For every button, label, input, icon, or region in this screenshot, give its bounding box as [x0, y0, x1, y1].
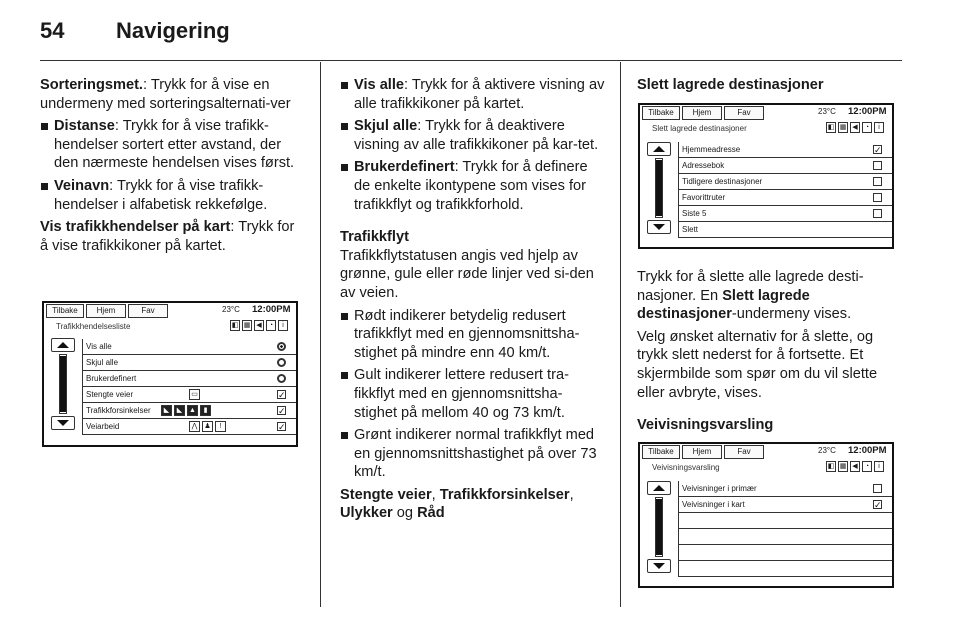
- road-closed-icon: ▭: [189, 389, 200, 400]
- list-item[interactable]: Brukerdefinert: [83, 371, 296, 387]
- scroll-up-icon[interactable]: [51, 338, 75, 352]
- destinations-list: [678, 142, 892, 238]
- bullet-vis-alle: Vis alle: Trykk for å aktivere visning av alle trafikkikoner på kartet.: [340, 76, 605, 113]
- checkbox-checked-icon: ✓: [278, 406, 286, 416]
- back-tab[interactable]: Tilbake: [46, 304, 84, 318]
- phone-icon: ◧: [827, 463, 835, 470]
- list-item[interactable]: Hjemmeadresse ✓: [679, 142, 892, 158]
- list-item[interactable]: Veivisninger i kart ✓: [679, 497, 892, 513]
- page-number: 54: [40, 18, 65, 43]
- checkbox-checked-icon: ✓: [278, 422, 286, 432]
- column-2: [340, 76, 605, 527]
- worker-icon: ♟: [202, 421, 213, 432]
- screen-subtitle: Trafikkhendelsesliste: [56, 322, 131, 331]
- radio-icon: [277, 358, 286, 367]
- scroll-down-icon[interactable]: [647, 220, 671, 234]
- delete-desc-2: Velg ønsket alternativ for å slette, og trykk slett nederst for å fortsette. Et skjermbilde som spør om du vil slette eller avbryte, vises.: [637, 328, 878, 401]
- status-icons: [826, 122, 884, 134]
- status-icons: [826, 461, 884, 473]
- mute-icon: ◀: [254, 320, 264, 331]
- checkbox-icon: [873, 484, 882, 493]
- temperature: 23°C: [818, 107, 836, 116]
- screen-subtitle: Slett lagrede destinasjoner: [652, 124, 747, 133]
- checkbox-icon: [873, 193, 882, 202]
- traffic-icon: ◣: [161, 405, 172, 416]
- grid-icon: ▦: [839, 463, 847, 470]
- sort-paragraph: [40, 76, 305, 113]
- list-item[interactable]: Adressebok: [679, 158, 892, 174]
- traffic-icon: ▮: [200, 405, 211, 416]
- column-divider: [620, 62, 621, 607]
- guidance-list: [678, 481, 892, 577]
- traffic-list: [82, 339, 296, 435]
- list-item[interactable]: Stengte veier ▭ ✓: [83, 387, 296, 403]
- scrollbar[interactable]: [655, 497, 663, 557]
- traffic-icon: ▲: [187, 405, 198, 416]
- phone-icon: ◧: [827, 124, 835, 131]
- bullet-veinavn: Veinavn: Trykk for å vise trafikk-hendelser i alfabetisk rekkefølge.: [40, 177, 305, 214]
- radio-icon: [277, 374, 286, 383]
- list-item-empty: [679, 529, 892, 545]
- bullet-green: Grønt indikerer normal trafikkflyt med en gjennomsnittshastighet på over 73 km/t.: [340, 426, 605, 482]
- clock: 12:00PM: [252, 304, 291, 315]
- info-icon: i: [278, 320, 288, 331]
- checkbox-icon: [873, 209, 882, 218]
- back-tab[interactable]: Tilbake: [642, 445, 680, 459]
- bullet-brukerdefinert: Brukerdefinert: Trykk for å definere de enkelte ikontypene som vises for trafikkflyt og trafikkforhold.: [340, 158, 605, 214]
- roadwork-icon: ⋀: [189, 421, 200, 432]
- list-item-empty: [679, 561, 892, 577]
- home-tab[interactable]: Hjem: [682, 445, 722, 459]
- screen-topbar: [640, 105, 892, 121]
- signal-icon: ◔: [266, 320, 276, 331]
- home-tab[interactable]: Hjem: [682, 106, 722, 120]
- phone-icon: ◧: [231, 322, 239, 329]
- column-3: [637, 76, 907, 95]
- header-rule: [40, 60, 902, 61]
- fav-tab[interactable]: Fav: [128, 304, 168, 318]
- sort-term: Sorteringsmet.: [40, 77, 143, 93]
- checkbox-checked-icon: ✓: [874, 145, 882, 155]
- signal-icon: ◔: [862, 122, 872, 133]
- list-item[interactable]: Siste 5: [679, 206, 892, 222]
- list-item[interactable]: Veiarbeid ⋀ ♟ ! ✓: [83, 419, 296, 435]
- grid-icon: ▦: [243, 322, 251, 329]
- column-1: [40, 76, 305, 259]
- scroll-up-icon[interactable]: [647, 142, 671, 156]
- guidance-heading: Veivisningsvarsling: [637, 417, 774, 434]
- screen-topbar: [44, 303, 296, 319]
- fav-tab[interactable]: Fav: [724, 106, 764, 120]
- fav-tab[interactable]: Fav: [724, 445, 764, 459]
- signal-icon: ◔: [862, 461, 872, 472]
- flow-heading: Trafikkflyt: [340, 229, 409, 246]
- scroll-down-icon[interactable]: [51, 416, 75, 430]
- list-item[interactable]: Favorittruter: [679, 190, 892, 206]
- scroll-up-icon[interactable]: [647, 481, 671, 495]
- list-item[interactable]: Veivisninger i primær: [679, 481, 892, 497]
- list-item[interactable]: Vis alle: [83, 339, 296, 355]
- checkbox-icon: [873, 177, 882, 186]
- scroll-controls: [51, 338, 75, 430]
- page-title: Navigering: [116, 18, 230, 43]
- checkbox-checked-icon: ✓: [278, 390, 286, 400]
- status-icons: [230, 320, 288, 332]
- delete-heading: Slett lagrede destinasjoner: [637, 77, 824, 93]
- delete-destinations-screen: [638, 103, 894, 249]
- temperature: 23°C: [222, 305, 240, 314]
- scrollbar[interactable]: [655, 158, 663, 218]
- guidance-alert-screen: [638, 442, 894, 588]
- clock: 12:00PM: [848, 106, 887, 117]
- clock: 12:00PM: [848, 445, 887, 456]
- scrollbar[interactable]: [59, 354, 67, 414]
- bullet-distanse: Distanse: Trykk for å vise trafikk-hendelser sortert etter avstand, der den nærmeste hendelsen vises først.: [40, 117, 305, 173]
- flow-desc: Trafikkflytstatusen angis ved hjelp av grønne, gule eller røde linjer ved si-den av veien.: [340, 247, 594, 301]
- list-item-empty: [679, 513, 892, 529]
- radio-selected-icon: [277, 342, 286, 351]
- barrier-icon: !: [215, 421, 226, 432]
- bullet-red: Rødt indikerer betydelig redusert trafikkflyt med en gjennomsnittsha-stighet på mindre enn 40 km/t.: [340, 307, 605, 363]
- scroll-controls: [647, 142, 671, 234]
- info-icon: i: [874, 461, 884, 472]
- grid-icon: ▦: [839, 124, 847, 131]
- traffic-list-screen: [42, 301, 298, 447]
- map-term: Vis trafikkhendelser på kart: [40, 219, 231, 236]
- list-item[interactable]: Skjul alle: [83, 355, 296, 371]
- column-3-body: [637, 268, 907, 435]
- scroll-controls: [647, 481, 671, 573]
- mute-icon: ◀: [850, 461, 860, 472]
- column-divider: [320, 62, 321, 607]
- checkbox-icon: [873, 161, 882, 170]
- back-tab[interactable]: Tilbake: [642, 106, 680, 120]
- list-item[interactable]: Tidligere destinasjoner: [679, 174, 892, 190]
- list-item[interactable]: Trafikkforsinkelser ◣ ◣ ▲ ▮ ✓: [83, 403, 296, 419]
- checkbox-checked-icon: ✓: [874, 500, 882, 510]
- delete-row-button[interactable]: Slett: [679, 222, 892, 238]
- footer-paragraph: Stengte veier, Trafikkforsinkelser, Ulykker og Råd: [340, 486, 574, 522]
- mute-icon: ◀: [850, 122, 860, 133]
- home-tab[interactable]: Hjem: [86, 304, 126, 318]
- traffic-icon: ◣: [174, 405, 185, 416]
- screen-subtitle: Veivisningsvarsling: [652, 463, 720, 472]
- temperature: 23°C: [818, 446, 836, 455]
- scroll-down-icon[interactable]: [647, 559, 671, 573]
- sort-desc: : Trykk for å vise en undermeny med sorteringsalternati-ver: [40, 77, 291, 112]
- list-item-empty: [679, 545, 892, 561]
- bullet-skjul-alle: Skjul alle: Trykk for å deaktivere visning av alle trafikkikoner på kar-tet.: [340, 117, 605, 154]
- bullet-yellow: Gult indikerer lettere redusert tra-fikkflyt med en gjennomsnittsha-stighet på mellom 40 og 73 km/t.: [340, 366, 605, 422]
- map-desc: : Trykk for å vise trafikkikoner på kartet.: [40, 219, 295, 254]
- delete-desc-1: Trykk for å slette alle lagrede desti-nasjoner. En Slett lagrede destinasjoner-undermeny vises.: [637, 269, 864, 323]
- screen-topbar: [640, 444, 892, 460]
- map-paragraph: [40, 218, 305, 255]
- info-icon: i: [874, 122, 884, 133]
